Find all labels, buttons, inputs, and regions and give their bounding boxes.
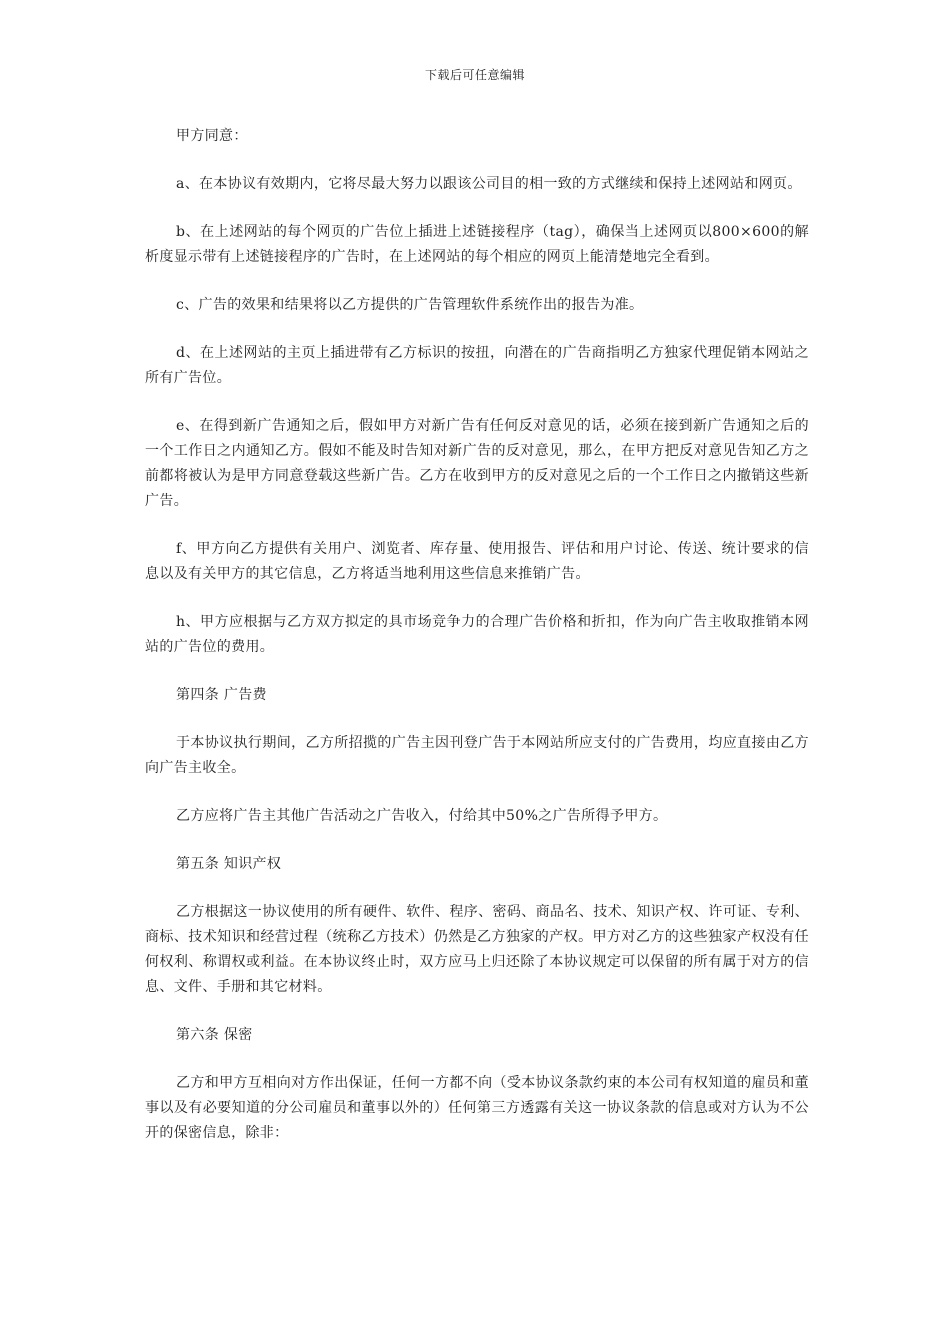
paragraph-party-a-agrees: 甲方同意： bbox=[176, 128, 248, 144]
paragraph-revenue-share: 乙方应将广告主其他广告活动之广告收入，付给其中50%之广告所得予甲方。 bbox=[176, 808, 668, 824]
section-heading-article-6: 第六条 保密 bbox=[176, 1027, 253, 1043]
paragraph-e: e、在得到新广告通知之后，假如甲方对新广告有任何反对意见的话，必须在接到新广告通知之后的一个工作日之内通知乙方。假如不能及时告知对新广告的反对意见，那么，在甲方把反对意见告知乙方之前都将被认为是甲方同意登载这些新广告。乙方在收到甲方的反对意见之后的一个工作日之内撤销这些新广告。 bbox=[145, 418, 809, 509]
paragraph-d: d、在上述网站的主页上插进带有乙方标识的按扭，向潜在的广告商指明乙方独家代理促销本网站之所有广告位。 bbox=[145, 345, 809, 386]
document-body bbox=[145, 124, 809, 1169]
paragraph-f: f、甲方向乙方提供有关用户、浏览者、库存量、使用报告、评估和用户讨论、传送、统计要求的信息以及有关甲方的其它信息，乙方将适当地利用这些信息来推销广告。 bbox=[145, 541, 809, 582]
page-header: 下载后可任意编辑 bbox=[424, 68, 525, 82]
paragraph-confidentiality: 乙方和甲方互相向对方作出保证，任何一方都不向（受本协议条款约束的本公司有权知道的雇员和董事以及有必要知道的分公司雇员和董事以外的）任何第三方透露有关这一协议条款的信息或对方认为不公开的保密信息，除非： bbox=[145, 1075, 809, 1141]
section-heading-article-5: 第五条 知识产权 bbox=[176, 856, 282, 872]
paragraph-h: h、甲方应根据与乙方双方拟定的具市场竞争力的合理广告价格和折扣，作为向广告主收取推销本网站的广告位的费用。 bbox=[145, 614, 809, 655]
paragraph-ip: 乙方根据这一协议使用的所有硬件、软件、程序、密码、商品名、技术、知识产权、许可证、专利、商标、技术知识和经营过程（统称乙方技术）仍然是乙方独家的产权。甲方对乙方的这些独家产权没有任何权利、称谓权或利益。在本协议终止时，双方应马上归还除了本协议规定可以保留的所有属于对方的信息、文件、手册和其它材料。 bbox=[145, 904, 809, 995]
paragraph-a: a、在本协议有效期内，它将尽最大努力以跟该公司目的相一致的方式继续和保持上述网站和网页。 bbox=[176, 176, 802, 192]
section-heading-article-4: 第四条 广告费 bbox=[176, 687, 267, 703]
paragraph-ad-fees: 于本协议执行期间，乙方所招揽的广告主因刊登广告于本网站所应支付的广告费用，均应直接由乙方向广告主收全。 bbox=[145, 735, 809, 776]
paragraph-c: c、广告的效果和结果将以乙方提供的广告管理软件系统作出的报告为准。 bbox=[176, 297, 644, 313]
paragraph-b: b、在上述网站的每个网页的广告位上插进上述链接程序（tag），确保当上述网页以800×600的解析度显示带有上述链接程序的广告时，在上述网站的每个相应的网页上能清楚地完全看到。 bbox=[145, 224, 809, 265]
